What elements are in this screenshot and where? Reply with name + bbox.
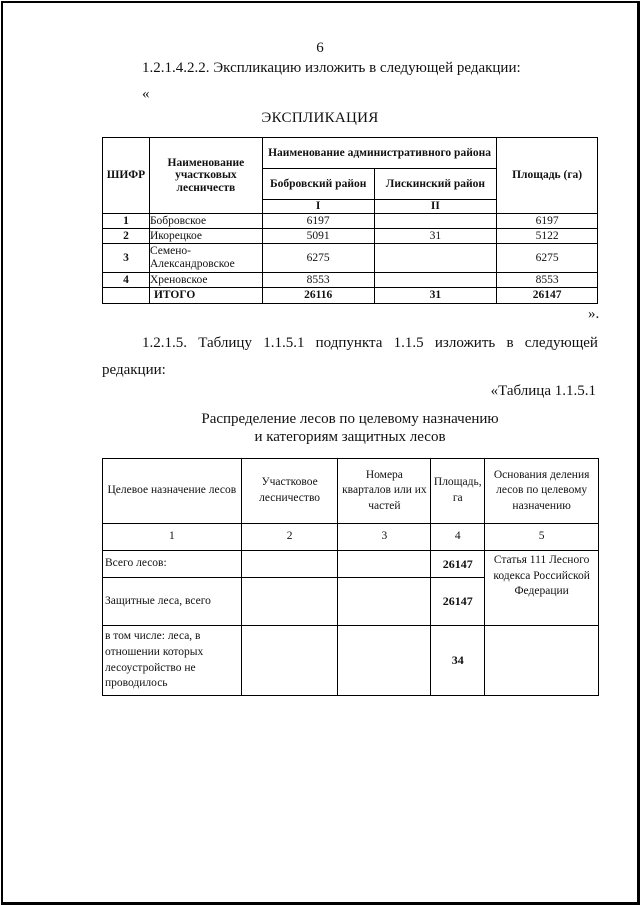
cell-cipher: 4 <box>103 273 150 288</box>
cell-basis: Статья 111 Лесного кодекса Российской Федерации <box>485 551 599 626</box>
clause-2-word: в <box>506 335 514 351</box>
cell-area: 34 <box>431 626 485 696</box>
clause-2-word: изложить <box>434 335 496 351</box>
header-district-liski: Лискинский район <box>374 169 497 200</box>
cell-name: Бобровское <box>149 214 262 229</box>
col-number: 2 <box>241 524 338 551</box>
cell-district-2 <box>374 273 497 288</box>
total-district-2: 31 <box>374 288 497 304</box>
cell-cipher: 2 <box>103 229 150 244</box>
clause-2-number: 1.2.1.5. <box>142 335 187 351</box>
cell-district-2 <box>374 214 497 229</box>
col-number: 5 <box>485 524 599 551</box>
cell-name: Семено-Александровское <box>149 244 262 273</box>
header-purpose: Целевое назначение лесов <box>103 459 242 524</box>
clause-2-word: следующей <box>524 335 598 351</box>
cell-quarters <box>338 551 431 578</box>
header-district-1-number: I <box>262 200 374 214</box>
table-2-title-line-1: Распределение лесов по целевому назначению <box>201 411 499 427</box>
cell-purpose: в том числе: леса, в отношении которых лесоустройство не проводилось <box>103 626 242 696</box>
table-row <box>103 229 598 244</box>
cell-forestry <box>241 578 338 626</box>
cell-district-1: 5091 <box>262 229 374 244</box>
clause-2-word: Таблицу <box>198 335 252 351</box>
header-basis: Основания деления лесов по целевому назначению <box>485 459 599 524</box>
cell-cipher: 3 <box>103 244 150 273</box>
header-area: Площадь, га <box>431 459 485 524</box>
table-row <box>103 551 599 578</box>
clause-2-word: 1.1.5 <box>393 335 424 351</box>
cell-district-1: 6275 <box>262 244 374 273</box>
total-label: ИТОГО <box>149 288 262 304</box>
table-row <box>103 244 598 273</box>
cell-name: Икорецкое <box>149 229 262 244</box>
total-row <box>103 288 598 304</box>
cell-district-1: 6197 <box>262 214 374 229</box>
table-2-title-line-2: и категориям защитных лесов <box>254 429 446 445</box>
forest-distribution-table <box>102 458 599 696</box>
table-caption: «Таблица 1.1.5.1 <box>490 383 596 399</box>
header-quarters: Номера кварталов или их частей <box>338 459 431 524</box>
explication-table <box>102 137 598 304</box>
header-area: Площадь (га) <box>497 138 598 214</box>
cell-basis-empty <box>485 626 599 696</box>
cell-area: 6275 <box>497 244 598 273</box>
header-forestry: Участковое лесничество <box>241 459 338 524</box>
cell-purpose: Защитные леса, всего <box>103 578 242 626</box>
cell-cipher: 1 <box>103 214 150 229</box>
header-forestry-name: Наименование участковых лесничеств <box>149 138 262 214</box>
col-number: 3 <box>338 524 431 551</box>
header-cipher: ШИФР <box>103 138 150 214</box>
header-district-name: Наименование административного района <box>262 138 496 169</box>
cell-cipher-empty <box>103 288 150 304</box>
explication-title: ЭКСПЛИКАЦИЯ <box>261 110 379 126</box>
cell-area: 6197 <box>497 214 598 229</box>
cell-area: 26147 <box>431 578 485 626</box>
close-quote: ». <box>588 306 600 322</box>
table-row <box>103 273 598 288</box>
table-2-title <box>0 410 640 446</box>
header-district-bobrov: Бобровский район <box>262 169 374 200</box>
clause-2-paragraph <box>102 330 598 384</box>
cell-forestry <box>241 551 338 578</box>
col-number: 4 <box>431 524 485 551</box>
cell-area: 8553 <box>497 273 598 288</box>
total-area: 26147 <box>497 288 598 304</box>
clause-1-text: 1.2.1.4.2.2. Экспликацию изложить в следующей редакции: <box>142 60 521 76</box>
clause-2-line-2: редакции: <box>102 362 166 378</box>
total-district-1: 26116 <box>262 288 374 304</box>
header-district-2-number: II <box>374 200 497 214</box>
table-row <box>103 626 599 696</box>
cell-area: 5122 <box>497 229 598 244</box>
cell-district-2: 31 <box>374 229 497 244</box>
cell-quarters <box>338 626 431 696</box>
clause-2-line-1 <box>102 330 598 357</box>
cell-name: Хреновское <box>149 273 262 288</box>
table-row <box>103 214 598 229</box>
clause-2-word: 1.1.5.1 <box>263 335 305 351</box>
clause-2-word: подпункта <box>315 335 383 351</box>
page-number: 6 <box>316 40 324 56</box>
cell-district-1: 8553 <box>262 273 374 288</box>
cell-quarters <box>338 578 431 626</box>
open-quote: « <box>142 86 150 102</box>
cell-forestry <box>241 626 338 696</box>
cell-district-2 <box>374 244 497 273</box>
cell-purpose: Всего лесов: <box>103 551 242 578</box>
cell-area: 26147 <box>431 551 485 578</box>
col-number: 1 <box>103 524 242 551</box>
